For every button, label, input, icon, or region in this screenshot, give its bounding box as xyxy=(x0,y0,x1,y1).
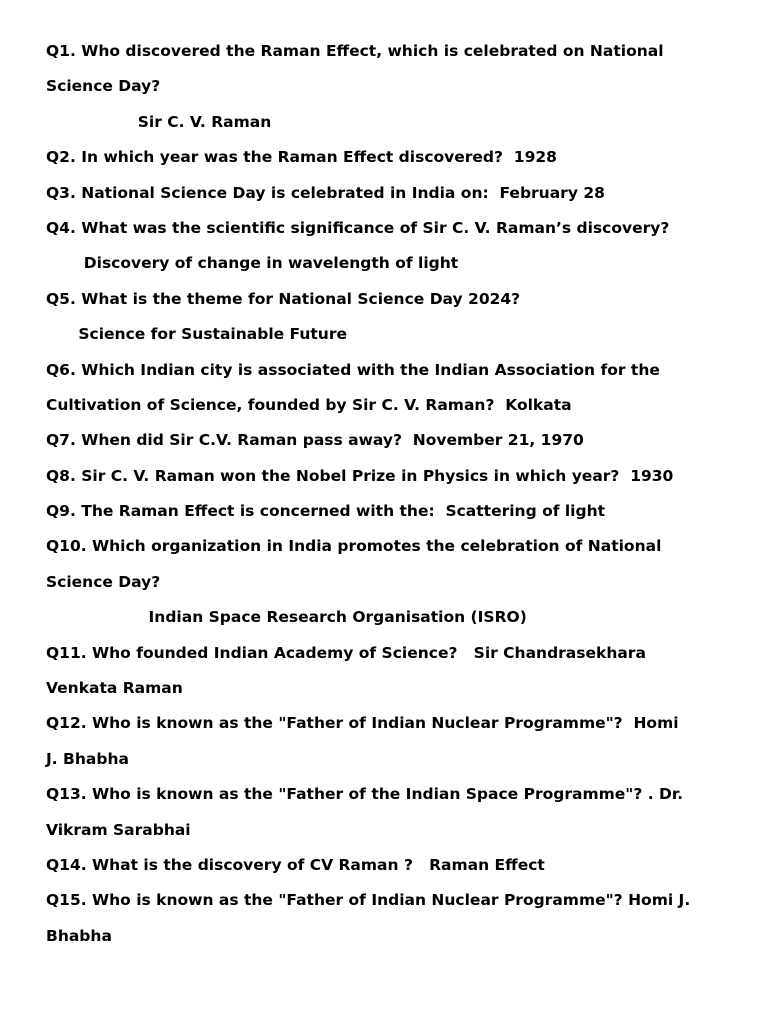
q15-line-2: Bhabha xyxy=(46,926,112,945)
document-body xyxy=(46,38,726,958)
q6-line-1: Q6. Which Indian city is associated with the Indian Association for the xyxy=(46,360,660,379)
q3-line: Q3. National Science Day is celebrated in India on: February 28 xyxy=(46,183,605,202)
q4-answer: Discovery of change in wavelength of light xyxy=(46,254,459,273)
q10-answer: Indian Space Research Organisation (ISRO) xyxy=(46,608,527,627)
q9-line: Q9. The Raman Effect is concerned with the: Scattering of light xyxy=(46,502,606,521)
q8-line: Q8. Sir C. V. Raman won the Nobel Prize in Physics in which year? 1930 xyxy=(46,466,674,485)
q10-question-line-2: Science Day? xyxy=(46,572,161,591)
q12-line-1: Q12. Who is known as the "Father of Indian Nuclear Programme"? Homi xyxy=(46,714,679,733)
q12-line-2: J. Bhabha xyxy=(46,749,129,768)
q1-answer: Sir C. V. Raman xyxy=(46,112,272,131)
q2-line: Q2. In which year was the Raman Effect discovered? 1928 xyxy=(46,148,557,167)
q1-question-line-2: Science Day? xyxy=(46,77,161,96)
q5-answer: Science for Sustainable Future xyxy=(46,325,347,344)
q13-line-2: Vikram Sarabhai xyxy=(46,820,191,839)
q1-question-line-1: Q1. Who discovered the Raman Effect, which is celebrated on National xyxy=(46,42,664,60)
q4-question: Q4. What was the scientific significance of Sir C. V. Raman’s discovery? xyxy=(46,218,670,237)
q10-question-line-1: Q10. Which organization in India promotes the celebration of National xyxy=(46,537,662,556)
q11-line-1: Q11. Who founded Indian Academy of Science? Sir Chandrasekhara xyxy=(46,643,646,662)
q7-line: Q7. When did Sir C.V. Raman pass away? November 21, 1970 xyxy=(46,431,584,450)
q11-line-2: Venkata Raman xyxy=(46,679,183,698)
q13-line-1: Q13. Who is known as the "Father of the Indian Space Programme"? . Dr. xyxy=(46,785,684,804)
q5-question: Q5. What is the theme for National Science Day 2024? xyxy=(46,289,521,308)
q6-line-2: Cultivation of Science, founded by Sir C. V. Raman? Kolkata xyxy=(46,395,572,414)
q15-line-1: Q15. Who is known as the "Father of Indian Nuclear Programme"? Homi J. xyxy=(46,891,691,910)
q14-line: Q14. What is the discovery of CV Raman ? Raman Effect xyxy=(46,855,545,874)
